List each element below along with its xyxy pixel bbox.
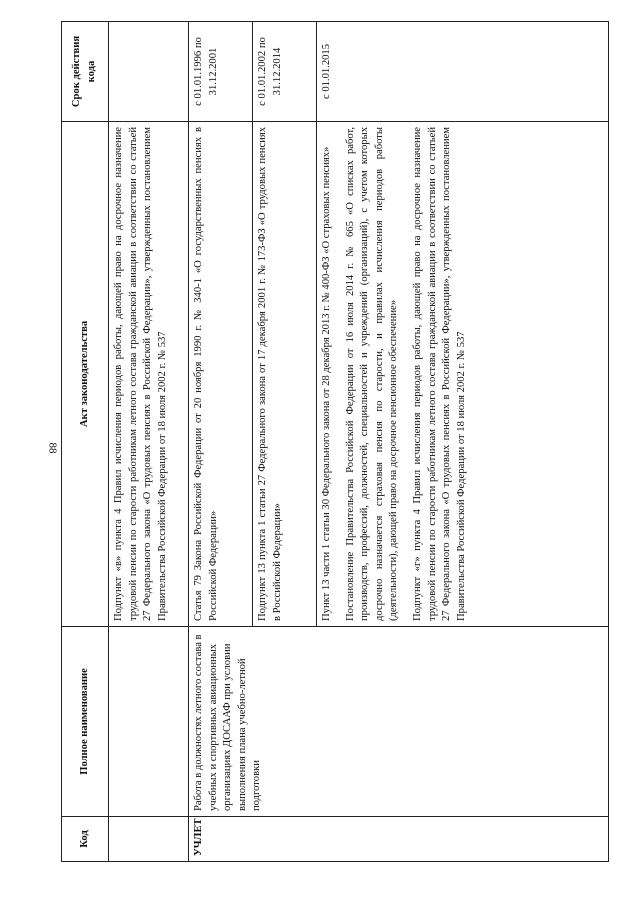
header-name: Полное наименование <box>62 627 109 817</box>
row-act <box>317 122 609 627</box>
table-row <box>189 22 253 862</box>
row-period <box>109 22 189 122</box>
rotated-page <box>61 22 609 862</box>
header-period: Срок действия кода <box>62 22 109 122</box>
act-paragraph: Подпункт «в» пункта 4 Правил исчисления периодов работы, дающей право на досрочное назначение трудовой пенсии по старости работникам летного состава гражданской авиации в соответствии со статьей 27 Федерального закона «О трудовых пенсиях в Российской Федерации», утвержденных постановлением Правительства Российской Федерации от 18 июля 2002 г. № 537 <box>113 127 168 621</box>
row-name <box>109 627 189 817</box>
table-header-row <box>62 22 109 862</box>
page-number: 88 <box>46 442 59 454</box>
header-act: Акт законодательства <box>62 122 109 627</box>
row-code <box>109 817 189 862</box>
table-row <box>109 22 189 862</box>
header-code: Код <box>62 817 109 862</box>
act-paragraph: Пункт 13 части 1 статьи 30 Федерального закона от 28 декабря 2013 г. № 400-ФЗ «О страховых пенсиях» <box>321 146 332 621</box>
row-code: УЧЛЕТ <box>189 817 609 862</box>
row-period: с 01.01.1996 по 31.12.2001 <box>189 22 253 122</box>
legislation-table <box>61 21 609 862</box>
act-paragraph: Постановление Правительства Российской Федерации от 16 июля 2014 г. № 665 «О списках работ, производств, профессий, должностей, специальностей и учреждений (организаций), с учетом которых досрочно назначается страховая пенсия по старости, и правилах исчисления периодов работы (деятельности), дающей право на досрочное пенсионное обеспечение» <box>344 127 400 621</box>
row-name: Работа в должностях летного состава в учебных и спортивных авиационных организациях ДОСААФ при условии выполнения плана учебно-летной подготовки <box>189 627 609 817</box>
act-paragraph: Статья 79 Закона Российской Федерации от 20 ноября 1990 г. № 340-1 «О государственных пенсиях в Российской Федерации» <box>193 127 219 621</box>
row-act <box>109 122 189 627</box>
row-act <box>253 122 317 627</box>
act-paragraph: Подпункт 13 пункта 1 статьи 27 Федерального закона от 17 декабря 2001 г. № 173-ФЗ «О трудовых пенсиях в Российской Федерации» <box>257 127 283 621</box>
act-paragraph: Подпункт «г» пункта 4 Правил исчисления периодов работы, дающей право на досрочное назначение трудовой пенсии по старости работникам летного состава гражданской авиации в соответствии со статьей 27 Федерального закона «О трудовых пенсиях в Российской Федерации», утвержденных постановлением Правительства Российской Федерации от 18 июля 2002 г. № 537 <box>411 127 467 621</box>
row-period: с 01.01.2002 по 31.12.2014 <box>253 22 317 122</box>
row-act <box>189 122 253 627</box>
row-period: с 01.01.2015 <box>317 22 609 122</box>
